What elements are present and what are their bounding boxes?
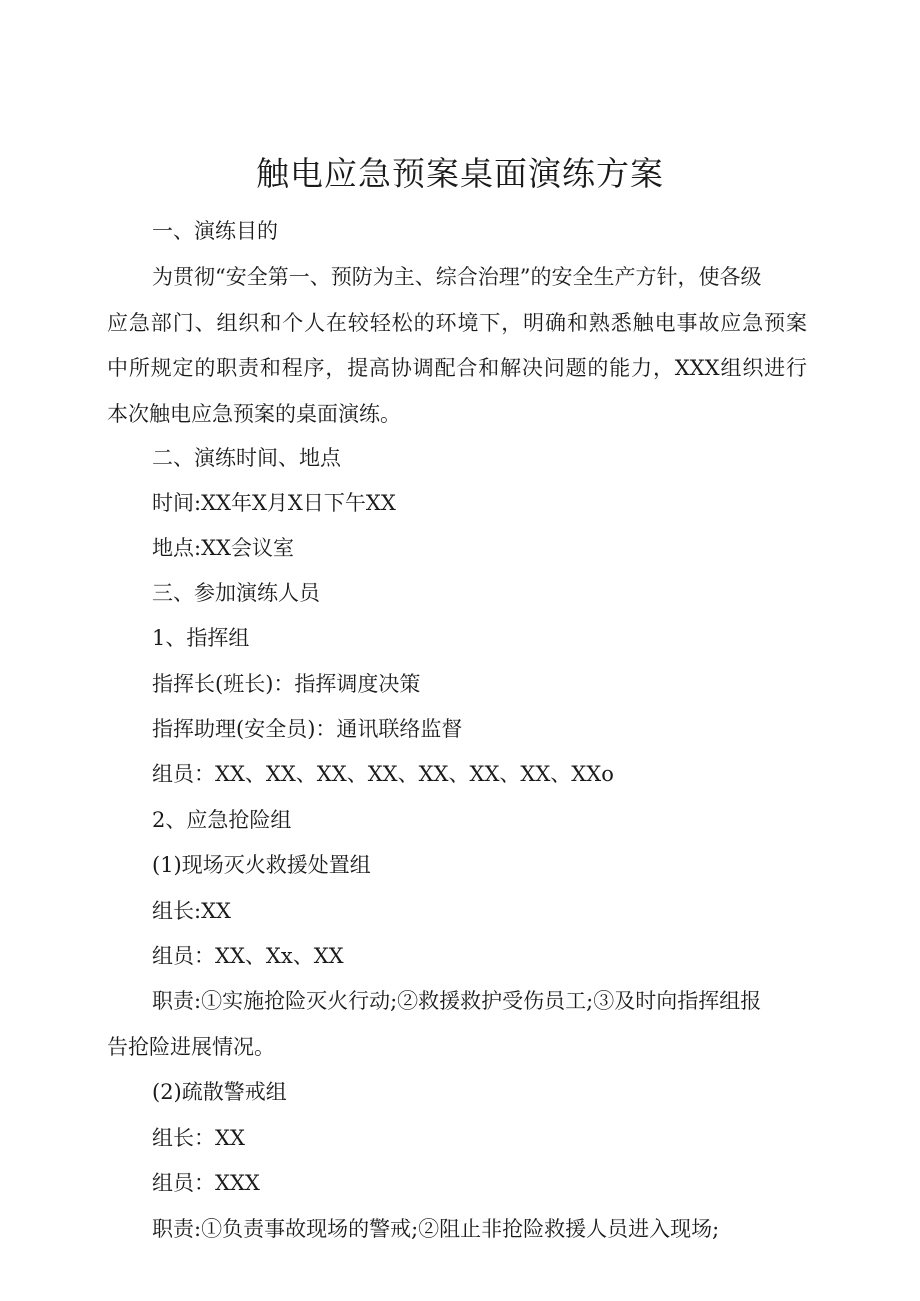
section-heading-purpose: 一、演练目的 [152, 219, 278, 243]
rescue-duty-line-continued: 告抢险进展情况。 [107, 1035, 275, 1059]
rescue-duty-line: 职责:①实施抢险灭火行动;②救援救护受伤员工;③及时向指挥组报 [152, 989, 762, 1013]
command-assistant-line: 指挥助理(安全员)：通讯联络监督 [152, 717, 463, 741]
document-title: 触电应急预案桌面演练方案 [256, 154, 664, 193]
section-heading-time-place: 二、演练时间、地点 [152, 446, 341, 470]
evacuation-leader-line: 组长：XX [152, 1126, 245, 1150]
subheading-rescue-team: (1)现场灭火救援处置组 [152, 853, 371, 877]
paragraph-line: 应急部门、组织和个人在较轻松的环境下，明确和熟悉触电事故应急预案 [107, 311, 807, 335]
time-line: 时间:XX年X月X日下午XX [152, 491, 396, 515]
subheading-evacuation-team: (2)疏散警戒组 [152, 1080, 287, 1104]
paragraph-line: 中所规定的职责和程序，提高协调配合和解决问题的能力，XXX组织进行 [107, 356, 807, 380]
command-chief-line: 指挥长(班长)：指挥调度决策 [152, 672, 421, 696]
command-members-line: 组员：XX、XX、XX、XX、XX、XX、XX、XXo [152, 762, 614, 786]
evacuation-duty-line: 职责:①负责事故现场的警戒;②阻止非抢险救援人员进入现场; [152, 1217, 720, 1241]
rescue-leader-line: 组长:XX [152, 899, 231, 923]
section-heading-participants: 三、参加演练人员 [152, 581, 320, 605]
subheading-command-group: 1、指挥组 [152, 626, 250, 650]
evacuation-members-line: 组员：XXX [152, 1171, 260, 1195]
rescue-members-line: 组员：XX、Xx、XX [152, 944, 344, 968]
paragraph-line: 为贯彻“安全第一、预防为主、综合治理”的安全生产方针，使各级 [152, 265, 762, 289]
subheading-emergency-group: 2、应急抢险组 [152, 808, 292, 832]
paragraph-line: 本次触电应急预案的桌面演练。 [107, 402, 401, 426]
place-line: 地点:XX会议室 [152, 536, 294, 560]
